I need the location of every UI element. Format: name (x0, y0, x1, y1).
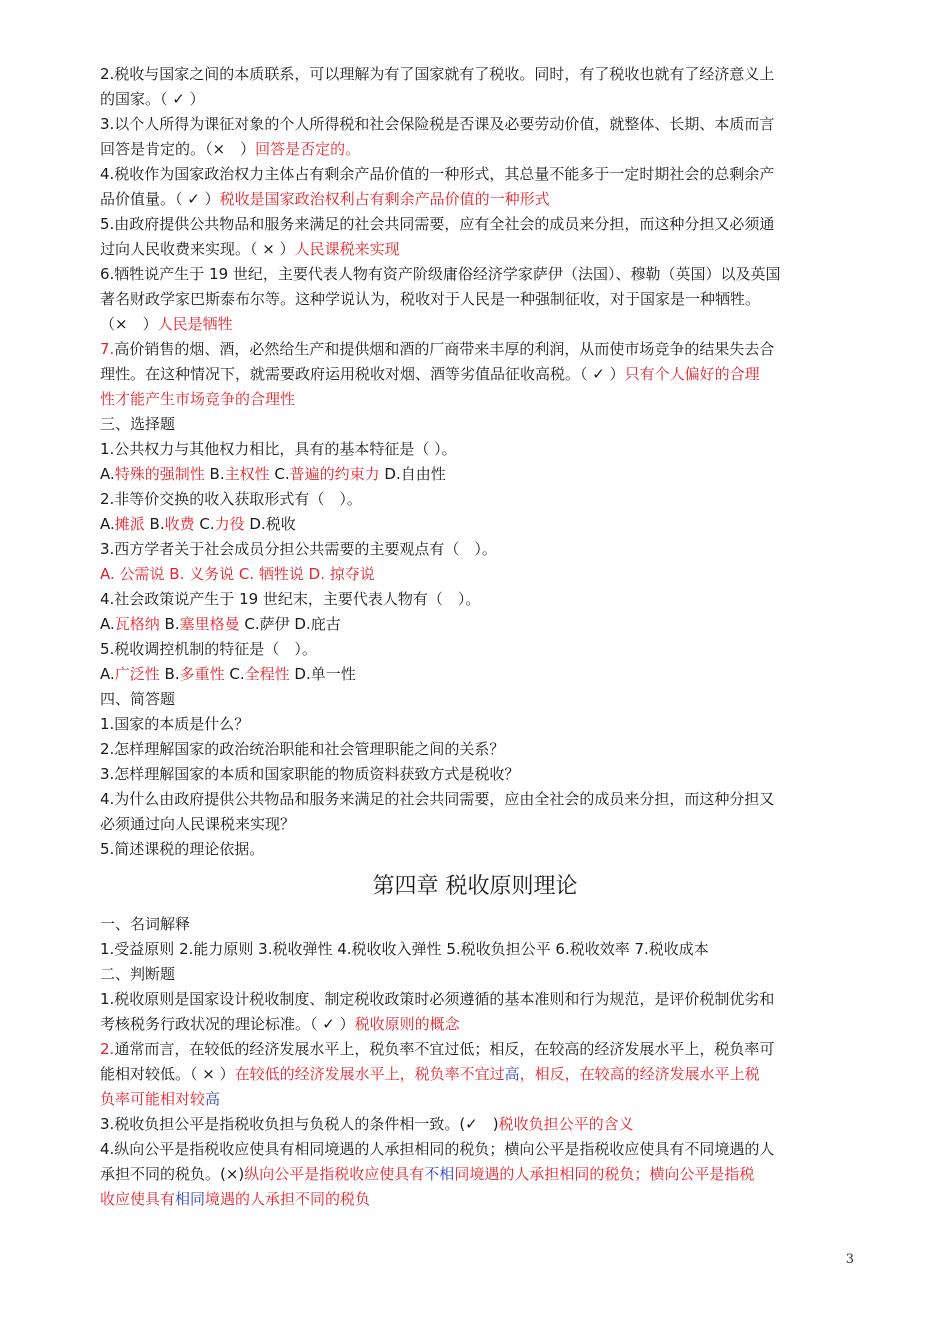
answer-note: 税收负担公平的含义 (498, 1115, 634, 1133)
answer-note: 收应使具有 (100, 1190, 176, 1208)
text-segment: 2.税收与国家之间的本质联系，可以理解为有了国家就有了税收。同时，有了税收也就有了经济意义上 (100, 65, 775, 83)
text-segment: B. (159, 615, 180, 633)
text-segment: 三、选择题 (100, 415, 176, 433)
text-line (100, 712, 860, 737)
text-line (100, 812, 860, 837)
text-segment: D.单一性 (289, 665, 356, 683)
text-segment: 2.怎样理解国家的政治统治职能和社会管理职能之间的关系？ (100, 740, 505, 758)
text-segment: 一、名词解释 (100, 915, 191, 933)
text-line (100, 1062, 860, 1087)
text-line (100, 837, 860, 862)
text-line (100, 512, 860, 537)
answer-note: 收费 (164, 515, 195, 533)
text-segment: A. (100, 615, 115, 633)
text-segment: 4.纵向公平是指税收应使具有相同境遇的人承担相同的税负；横向公平是指税收应使具有不同境遇的人 (100, 1140, 775, 1158)
text-segment: 6.牺牲说产生于 19 世纪，主要代表人物有资产阶级庸俗经济学家萨伊（法国）、穆勒（英国）以及英国 (100, 265, 781, 283)
text-line (100, 62, 860, 87)
text-segment: 1.公共权力与其他权力相比，具有的基本特征是（ ）。 (100, 440, 457, 458)
answer-note: 人民是牺牲 (157, 315, 233, 333)
answer-note: 全程性 (244, 665, 290, 683)
answer-note: 普遍的约束力 (289, 465, 380, 483)
answer-note: 7. (100, 340, 115, 358)
text-line (100, 562, 860, 587)
answer-note: 境遇的人承担不同的税负 (205, 1190, 371, 1208)
text-segment: 必须通过向人民课税来实现？ (100, 815, 296, 833)
text-line (100, 787, 860, 812)
text-line (100, 637, 860, 662)
text-segment: A. (100, 465, 115, 483)
text-line (100, 537, 860, 562)
answer-note: 性才能产生市场竞争的合理性 (100, 390, 296, 408)
text-line (100, 387, 860, 412)
text-line (100, 187, 860, 212)
text-line (100, 912, 860, 937)
answer-note: 广泛性 (114, 665, 160, 683)
correction-mark: 不相 (424, 1165, 455, 1183)
text-line (100, 112, 860, 137)
text-line (100, 1012, 860, 1037)
page-number: 3 (845, 1252, 854, 1267)
answer-note: 塞里格曼 (179, 615, 240, 633)
text-line (100, 1187, 860, 1212)
text-line (100, 762, 860, 787)
text-segment: 5.由政府提供公共物品和服务来满足的社会共同需要，应有全社会的成员来分担，而这种分担又必须通 (100, 215, 775, 233)
answer-note: A. 公需说 B. 义务说 C. 牺牲说 D. 掠夺说 (100, 565, 375, 583)
correction-mark: 高 (205, 1090, 221, 1108)
text-segment: C.萨伊 D.庇古 (239, 615, 341, 633)
text-line (100, 337, 860, 362)
answer-note: 回答是否定的。 (255, 140, 361, 158)
correction-mark: 高 (504, 1065, 520, 1083)
text-segment: 承担不同的税负。(×) (100, 1165, 245, 1183)
text-segment: 著名财政学家巴斯泰布尔等。这种学说认为，税收对于人民是一种强制征收，对于国家是一种牺牲。 (100, 290, 761, 308)
text-line (100, 587, 860, 612)
text-line (100, 487, 860, 512)
text-segment: C. (224, 665, 245, 683)
text-line (100, 1137, 860, 1162)
text-segment: （× ） (100, 315, 158, 333)
answer-note: 主权性 (224, 465, 270, 483)
text-segment: 4.税收作为国家政治权力主体占有剩余产品价值的一种形式，其总量不能多于一定时期社会的总剩余产 (100, 165, 775, 183)
text-segment: B. (159, 665, 180, 683)
text-line (100, 412, 860, 437)
answer-note: 特殊的强制性 (114, 465, 205, 483)
answer-note: ，相反，在较高的经济发展水平上税 (519, 1065, 760, 1083)
text-line (100, 87, 860, 112)
text-segment: 回答是肯定的。（× ） (100, 140, 256, 158)
text-segment: B. (144, 515, 165, 533)
answer-note: 税收原则的概念 (354, 1015, 460, 1033)
text-segment: 通常而言，在较低的经济发展水平上，税负率不宜过低；相反，在较高的经济发展水平上，税负率可 (114, 1040, 775, 1058)
text-line (100, 137, 860, 162)
answer-note: 负率可能相对较 (100, 1090, 206, 1108)
text-line (100, 1162, 860, 1187)
text-line (100, 737, 860, 762)
text-line (100, 162, 860, 187)
text-line (100, 1087, 860, 1112)
text-segment: 品价值量。（ ✓ ） (100, 190, 220, 208)
text-segment: 3.以个人所得为课征对象的个人所得税和社会保险税是否课及必要劳动价值，就整体、长期、本质而言 (100, 115, 775, 133)
text-line (100, 287, 860, 312)
document-body (100, 62, 860, 1212)
text-segment: 3.怎样理解国家的本质和国家职能的物质资料获致方式是税收？ (100, 765, 520, 783)
text-segment: 考核税务行政状况的理论标准。（ ✓ ） (100, 1015, 355, 1033)
text-segment: 的国家。（ ✓ ） (100, 90, 205, 108)
text-line (100, 662, 860, 687)
text-segment: 能相对较低。（ × ） (100, 1065, 235, 1083)
text-segment: A. (100, 515, 115, 533)
text-segment: 理性。在这种情况下，就需要政府运用税收对烟、酒等劣值品征收高税。（ ✓ ） (100, 365, 625, 383)
answer-note: 力役 (214, 515, 245, 533)
answer-note: 纵向公平是指税收应使具有 (244, 1165, 425, 1183)
text-line (100, 462, 860, 487)
answer-note: 人民课税来实现 (294, 240, 400, 258)
answer-note: 2. (100, 1040, 115, 1058)
text-line (100, 237, 860, 262)
text-segment: 4.社会政策说产生于 19 世纪末，主要代表人物有（ ）。 (100, 590, 481, 608)
text-segment: 过向人民收费来实现。（ × ） (100, 240, 295, 258)
text-segment: 1.受益原则 2.能力原则 3.税收弹性 4.税收收入弹性 5.税收负担公平 6.税收效率 7.税收成本 (100, 940, 709, 958)
text-segment: B. (204, 465, 225, 483)
text-segment: D.税收 (244, 515, 296, 533)
answer-note: 多重性 (179, 665, 225, 683)
text-line (100, 437, 860, 462)
text-line (100, 987, 860, 1012)
text-segment: 高价销售的烟、酒，必然给生产和提供烟和酒的厂商带来丰厚的利润，从而使市场竞争的结果失去合 (114, 340, 775, 358)
text-line (100, 687, 860, 712)
text-segment: A. (100, 665, 115, 683)
text-line (100, 962, 860, 987)
text-segment: 二、判断题 (100, 965, 176, 983)
chapter-heading: 第四章 税收原则理论 (372, 874, 578, 899)
text-segment: 3.税收负担公平是指税收负担与负税人的条件相一致。(✓ ) (100, 1115, 499, 1133)
text-segment: D.自由性 (379, 465, 446, 483)
correction-mark: 相同 (175, 1190, 206, 1208)
text-segment: C. (269, 465, 290, 483)
text-segment: C. (194, 515, 215, 533)
text-line (100, 212, 860, 237)
text-segment: 四、简答题 (100, 690, 176, 708)
answer-note: 同境遇的人承担相同的税负；横向公平是指税 (454, 1165, 755, 1183)
text-segment: 3.西方学者关于社会成员分担公共需要的主要观点有（ ）。 (100, 540, 497, 558)
text-line (100, 937, 860, 962)
answer-note: 摊派 (114, 515, 145, 533)
text-segment: 5.简述课税的理论依据。 (100, 840, 265, 858)
text-segment: 1.国家的本质是什么？ (100, 715, 250, 733)
text-line (100, 612, 860, 637)
text-line (100, 312, 860, 337)
text-segment: 4.为什么由政府提供公共物品和服务来满足的社会共同需要，应由全社会的成员来分担，而这种分担又 (100, 790, 775, 808)
answer-note: 瓦格纳 (114, 615, 160, 633)
answer-note: 税收是国家政治权利占有剩余产品价值的一种形式 (219, 190, 550, 208)
text-line (100, 1112, 860, 1137)
answer-note: 在较低的经济发展水平上，税负率不宜过 (234, 1065, 505, 1083)
text-segment: 2.非等价交换的收入获取形式有（ ）。 (100, 490, 362, 508)
text-line (100, 262, 860, 287)
text-segment: 1.税收原则是国家设计税收制度、制定税收政策时必须遵循的基本准则和行为规范，是评价税制优劣和 (100, 990, 775, 1008)
text-segment: 5.税收调控机制的特征是（ ）。 (100, 640, 317, 658)
answer-note: 只有个人偏好的合理 (624, 365, 760, 383)
text-line (100, 1037, 860, 1062)
text-line (100, 362, 860, 387)
